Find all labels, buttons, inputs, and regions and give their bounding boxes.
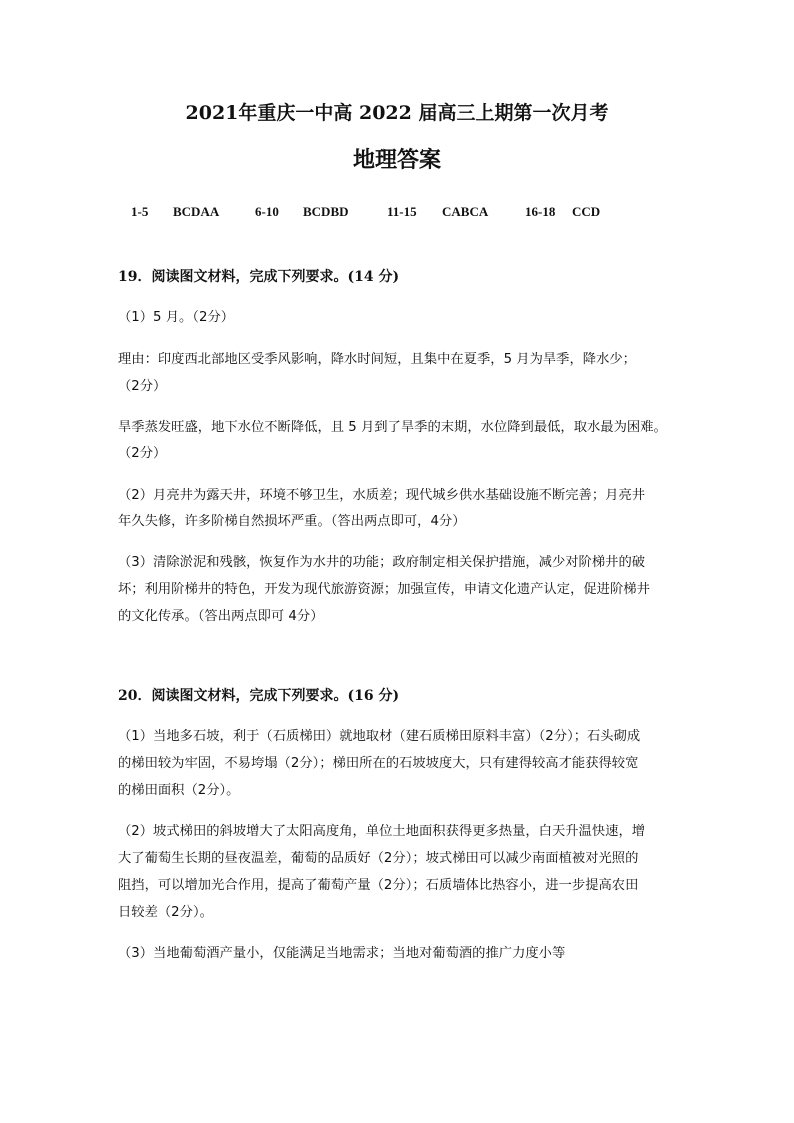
answer-line: （2分） — [118, 446, 167, 461]
answer-line: 坏；利用阶梯井的特色，开发为现代旅游资源；加强宣传，申请文化遗产认定，促进阶梯井 — [118, 582, 650, 597]
answer-line: 大了葡萄生长期的昼夜温差，葡萄的品质好（2分）；坡式梯田可以减少南面植被对光照的 — [118, 851, 639, 866]
answer-line: 阻挡，可以增加光合作用，提高了葡萄产量（2分）；石质墙体比热容小，进一步提高农田 — [118, 878, 639, 893]
answer-group: 6-10 — [255, 204, 279, 219]
answer-line: （3）当地葡萄酒产量小，仅能满足当地需求；当地对葡萄酒的推广力度小等 — [118, 946, 566, 961]
answer-line: 的文化传承。（答出两点即可 4分） — [118, 609, 324, 624]
answer-group: 16-18 — [525, 204, 556, 219]
answer-keys: CABCA — [442, 204, 489, 219]
answer-keys: BCDBD — [303, 204, 349, 219]
exam-title: 2021年重庆一中高 2022 届高三上期第一次月考 — [185, 102, 609, 124]
answer-line: 旱季蒸发旺盛，地下水位不断降低，且 5 月到了旱季的末期，水位降到最低，取水最为困难。 — [118, 420, 667, 435]
answer-line: 年久失修，许多阶梯自然损坏严重。（答出两点即可，4分） — [118, 514, 466, 529]
answer-line: （1）当地多石坡，利于（石质梯田）就地取材（建石质梯田原料丰富）（2分）；石头砌成 — [118, 729, 641, 744]
multiple-choice-answers — [118, 188, 600, 236]
answer-line: （1）5 月。（2分） — [118, 310, 235, 325]
answer-keys: BCDAA — [173, 204, 220, 219]
answer-line: （3）清除淤泥和残骸，恢复作为水井的功能；政府制定相关保护措施，减少对阶梯井的破 — [118, 555, 646, 570]
answer-line: 理由：印度西北部地区受季风影响，降水时间短，且集中在夏季，5 月为旱季，降水少； — [118, 352, 636, 367]
answer-line: 的梯田较为牢固，不易垮塌（2分）；梯田所在的石坡坡度大，只有建得较高才能获得较宽 — [118, 756, 639, 771]
answer-group: 11-15 — [387, 204, 417, 219]
answer-line: （2）月亮井为露天井，环境不够卫生，水质差；现代城乡供水基础设施不断完善；月亮井 — [118, 488, 646, 503]
answer-line: 的梯田面积（2分）。 — [118, 783, 240, 798]
answer-line: （2分） — [118, 379, 167, 394]
exam-subtitle: 地理答案 — [352, 147, 441, 173]
question-20-heading: 20．阅读图文材料，完成下列要求。(16 分) — [118, 688, 400, 704]
answer-line: （2）坡式梯田的斜坡增大了太阳高度角，单位土地面积获得更多热量，白天升温快速，增 — [118, 824, 646, 839]
question-19-heading: 19．阅读图文材料，完成下列要求。(14 分) — [118, 269, 400, 285]
answer-line: 日较差（2分）。 — [118, 905, 213, 920]
answer-group: 1-5 — [131, 204, 149, 219]
answer-keys: CCD — [572, 204, 601, 219]
